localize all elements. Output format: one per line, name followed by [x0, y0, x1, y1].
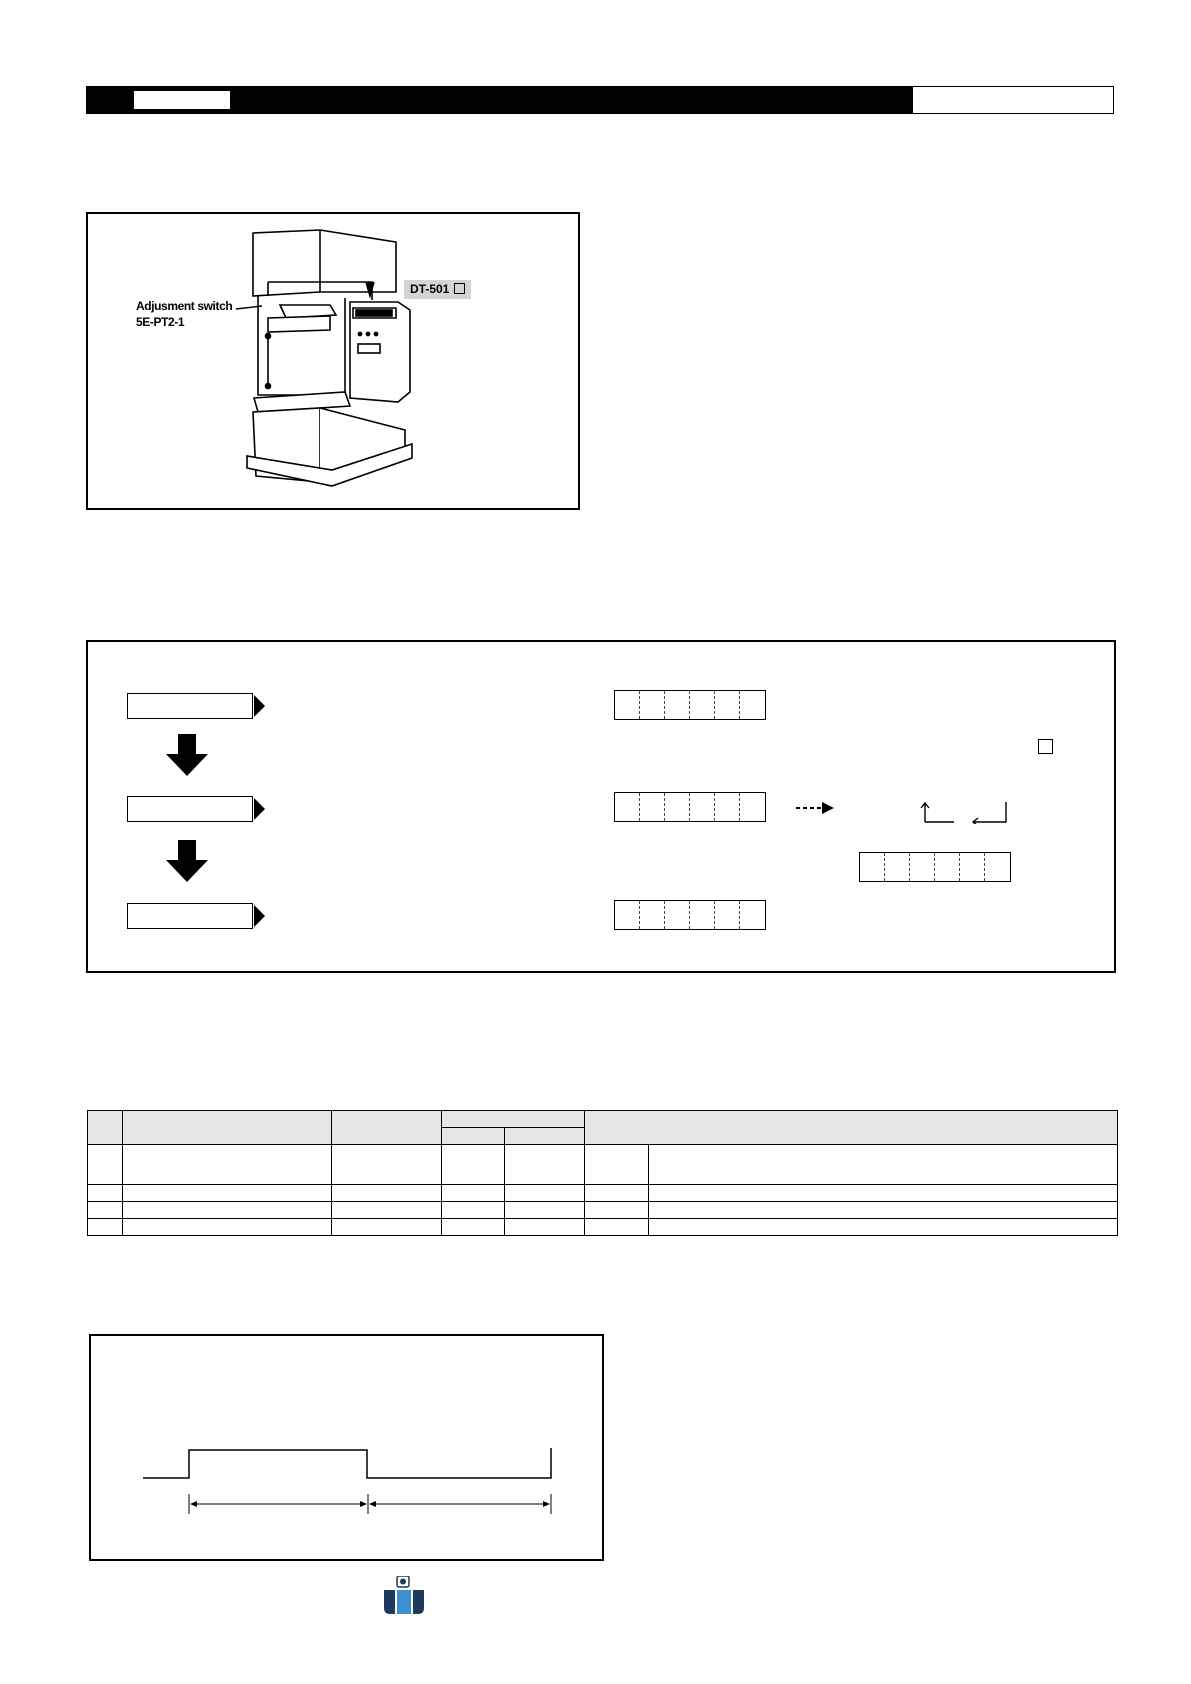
checkbox-square-icon	[1038, 739, 1053, 754]
machine-illustration	[0, 0, 1191, 520]
model-badge-text: DT-501	[410, 282, 450, 296]
table-cell	[649, 1219, 1118, 1236]
display-digit	[935, 853, 960, 881]
return-arrow-icon	[970, 800, 1010, 824]
display-digit	[740, 691, 765, 719]
table-header-cell	[88, 1111, 123, 1145]
table-row	[88, 1145, 1118, 1185]
process-step-1	[127, 693, 253, 719]
table-cell	[442, 1185, 505, 1202]
table-cell	[505, 1219, 585, 1236]
step-pointer-icon	[254, 695, 265, 717]
display-digit	[885, 853, 910, 881]
display-digit	[640, 793, 665, 821]
table-cell	[649, 1202, 1118, 1219]
display-digit	[960, 853, 985, 881]
table-cell	[505, 1185, 585, 1202]
display-readout-4	[859, 852, 1011, 882]
display-digit	[690, 691, 715, 719]
table-cell	[505, 1202, 585, 1219]
table-header-cell	[442, 1128, 505, 1145]
table-cell	[585, 1202, 649, 1219]
dashed-right-arrow-icon	[796, 800, 836, 816]
table-cell	[649, 1185, 1118, 1202]
table-cell	[88, 1145, 123, 1185]
table-cell	[88, 1185, 123, 1202]
table-header-cell	[505, 1128, 585, 1145]
display-digit	[615, 793, 640, 821]
display-digit	[690, 901, 715, 929]
process-step-2	[127, 796, 253, 822]
display-digit	[615, 691, 640, 719]
display-digit	[740, 793, 765, 821]
table-row	[88, 1185, 1118, 1202]
display-readout-3	[614, 900, 766, 930]
table-cell	[123, 1185, 332, 1202]
table-cell	[442, 1202, 505, 1219]
table-cell	[585, 1145, 649, 1185]
parameter-table	[87, 1110, 1118, 1236]
company-logo-icon	[382, 1576, 426, 1616]
table-header-cell	[585, 1111, 1118, 1145]
display-digit	[910, 853, 935, 881]
down-arrow-icon	[166, 734, 208, 776]
display-digit	[860, 853, 885, 881]
table-cell	[88, 1219, 123, 1236]
table-header-cell	[332, 1111, 442, 1145]
display-digit	[640, 901, 665, 929]
pulse-waveform	[143, 1448, 551, 1478]
display-digit	[740, 901, 765, 929]
table-row	[88, 1202, 1118, 1219]
table-cell	[123, 1219, 332, 1236]
table-row	[88, 1219, 1118, 1236]
display-readout-1	[614, 690, 766, 720]
table-cell	[332, 1185, 442, 1202]
display-digit	[715, 793, 740, 821]
table-header-row	[88, 1111, 1118, 1128]
display-digit	[665, 691, 690, 719]
display-readout-2	[614, 792, 766, 822]
step-pointer-icon	[254, 798, 265, 820]
table-header-cell	[123, 1111, 332, 1145]
display-digit	[690, 793, 715, 821]
step-pointer-icon	[254, 905, 265, 927]
table-cell	[585, 1219, 649, 1236]
display-digit	[665, 793, 690, 821]
model-badge	[404, 280, 471, 299]
table-cell	[442, 1219, 505, 1236]
table-cell	[123, 1202, 332, 1219]
table-cell	[505, 1145, 585, 1185]
display-digit	[665, 901, 690, 929]
display-digit	[985, 853, 1010, 881]
down-arrow-icon	[166, 840, 208, 882]
checkbox-square-icon	[454, 283, 465, 294]
table-cell	[332, 1202, 442, 1219]
table-cell	[585, 1185, 649, 1202]
timing-diagram	[89, 1334, 604, 1561]
table-cell	[332, 1219, 442, 1236]
table-cell	[123, 1145, 332, 1185]
up-return-arrow-icon	[918, 800, 956, 824]
table-cell	[332, 1145, 442, 1185]
table-cell	[649, 1145, 1118, 1185]
process-step-3	[127, 903, 253, 929]
display-digit	[715, 691, 740, 719]
table-cell	[442, 1145, 505, 1185]
table-cell	[88, 1202, 123, 1219]
display-digit	[640, 691, 665, 719]
display-digit	[615, 901, 640, 929]
adjustment-switch-label: Adjusment switch 5E-PT2-1	[136, 299, 233, 329]
table-header-cell	[442, 1111, 585, 1128]
display-digit	[715, 901, 740, 929]
